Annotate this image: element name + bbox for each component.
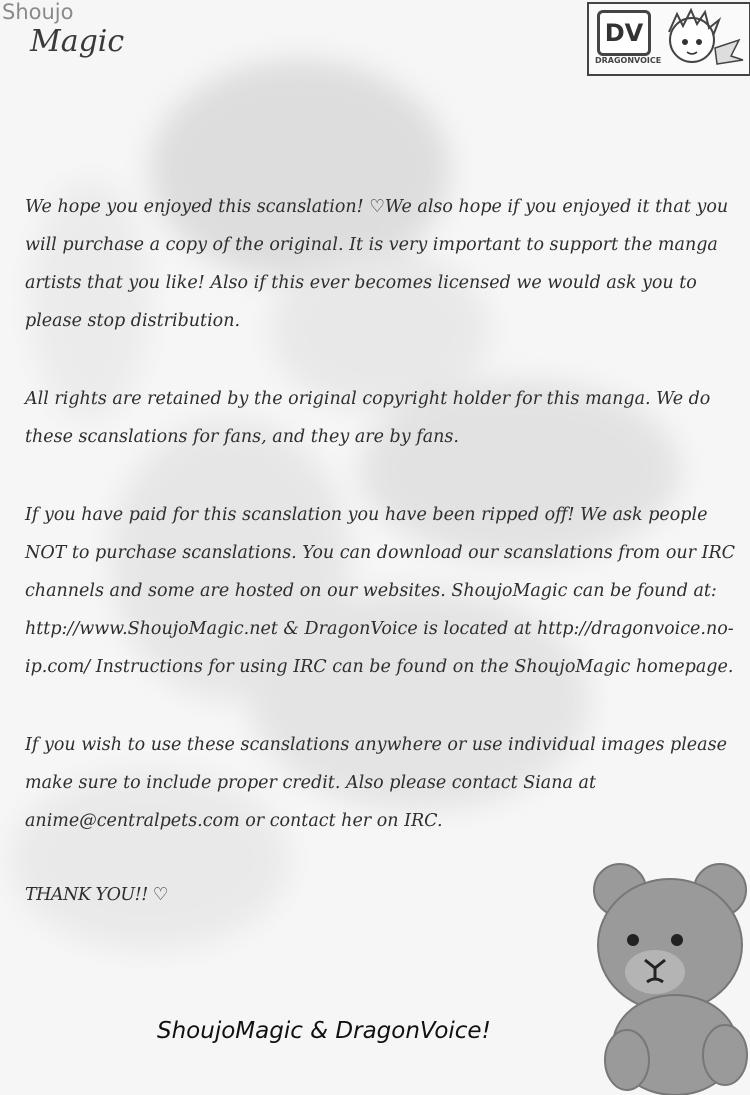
shoujomagic-logo: [0, 0, 170, 70]
paragraph-ripped-off: If you have paid for this scanslation you have been ripped off! We ask people NOT to purchase scanslations. You can download our scanslations from our IRC channels and some are hosted on our websites. ShoujoMagic can be found at: http://www.ShoujoMagic.net & DragonVoice is located at http://dragonvoice.no-ip.com/ Instructions for using IRC can be found on the ShoujoMagic homepage.: [25, 505, 736, 677]
logo-text-magic: Magic: [30, 24, 125, 59]
paragraph-rights: All rights are retained by the original copyright holder for this manga. We do these scanslations for fans, and they are by fans.: [25, 389, 711, 447]
dv-initials: DV: [597, 10, 651, 56]
chibi-character-icon: [647, 4, 747, 72]
message-body: [25, 188, 737, 954]
footer-credit: ShoujoMagic & DragonVoice!: [157, 1018, 491, 1044]
paragraph-credit: If you wish to use these scanslations anywhere or use individual images please make sure to include proper credit. Also please contact Siana at anime@centralpets.com or contact her on IRC.: [25, 735, 727, 831]
logo-text-shoujo: Shoujo: [2, 0, 74, 24]
paragraph-thanks-support: We hope you enjoyed this scanslation! ♡We also hope if you enjoyed it that you will purchase a copy of the original. It is very important to support the manga artists that you like! Also if this ever becomes licensed we would ask you to please stop distribution.: [25, 197, 729, 331]
dv-subtitle: DRAGONVOICE: [595, 56, 662, 65]
dragonvoice-logo: [587, 2, 750, 76]
thank-you-text: THANK YOU!! ♡: [25, 885, 168, 905]
